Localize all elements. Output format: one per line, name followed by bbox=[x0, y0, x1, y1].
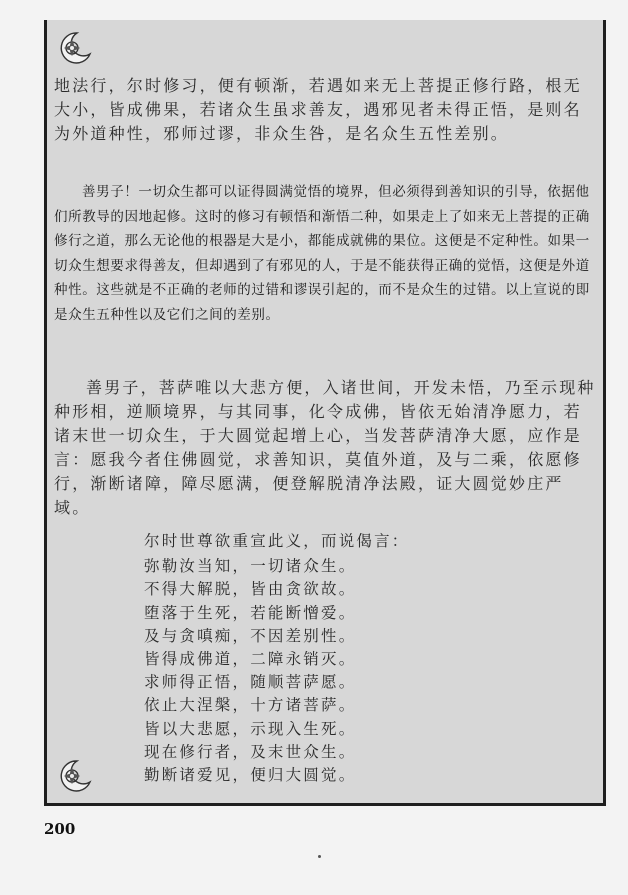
verse-line: 勤断诸爱见，便归大圆觉。 bbox=[144, 766, 357, 785]
verse-line: 求师得正悟，随顺菩萨愿。 bbox=[144, 673, 357, 692]
verse-line: 皆得成佛道，二障永销灭。 bbox=[144, 650, 357, 669]
lotus-moon-ornament-icon bbox=[57, 758, 93, 794]
lotus-moon-ornament-icon bbox=[57, 30, 93, 66]
sutra-text: 地法行，尔时修习，便有顿渐，若遇如来无上菩提正修行路，根无大小，皆成佛果，若诸众生虽求善友，遇邪见者未得正悟，是则名为外道种性，邪师过谬，非众生咎，是名众生五性差别。 bbox=[54, 76, 582, 143]
verse-line: 及与贪嗔痴，不因差别性。 bbox=[144, 626, 357, 645]
sutra-text: 善男子，菩萨唯以大悲方便，入诸世间，开发未悟，乃至示现种种形相，逆顺境界，与其同事，化令成佛，皆依无始清净愿力，若诸末世一切众生，于大圆觉起增上心，当发菩萨清净大愿，应作是言：愿我今者住佛圆觉，求善知识，莫值外道，及与二乘，依愿修行，渐断诸障，障尽愿满，便登解脱清净法殿，证大圆觉妙庄严域。 bbox=[54, 378, 596, 517]
commentary-text: 善男子！一切众生都可以证得圆满觉悟的境界，但必须得到善知识的引导，依据他们所教导的因地起修。这时的修习有顿悟和渐悟二种，如果走上了如来无上菩提的正确修行之道，那么无论他的根器是大是小，都能成就佛的果位。这便是不定种性。如果一切众生想要求得善友，但却遇到了有邪见的人，于是不能获得正确的觉悟，这便是外道种性。这些就是不正确的老师的过错和谬误引起的，而不是众生的过错。以上宣说的即是众生五种性以及它们之间的差别。 bbox=[54, 184, 590, 323]
verse-line: 不得大解脱，皆由贪欲故。 bbox=[144, 580, 357, 599]
verse-line: 堕落于生死，若能断憎爱。 bbox=[144, 603, 357, 622]
commentary-paragraph bbox=[54, 180, 598, 327]
verse-line: 皆以大悲愿，示现入生死。 bbox=[144, 719, 357, 738]
scan-dot bbox=[318, 855, 321, 858]
page-number: 200 bbox=[44, 820, 76, 838]
sutra-passage-main bbox=[54, 376, 598, 520]
verse-line: 弥勒汝当知，一切诸众生。 bbox=[144, 557, 357, 576]
sutra-passage-top bbox=[54, 74, 598, 146]
verse-block bbox=[144, 530, 410, 787]
verse-line: 依止大涅槃，十方诸菩萨。 bbox=[144, 696, 357, 715]
verse-intro: 尔时世尊欲重宣此义，而说偈言： bbox=[144, 532, 410, 550]
verse-line: 现在修行者，及末世众生。 bbox=[144, 742, 357, 761]
